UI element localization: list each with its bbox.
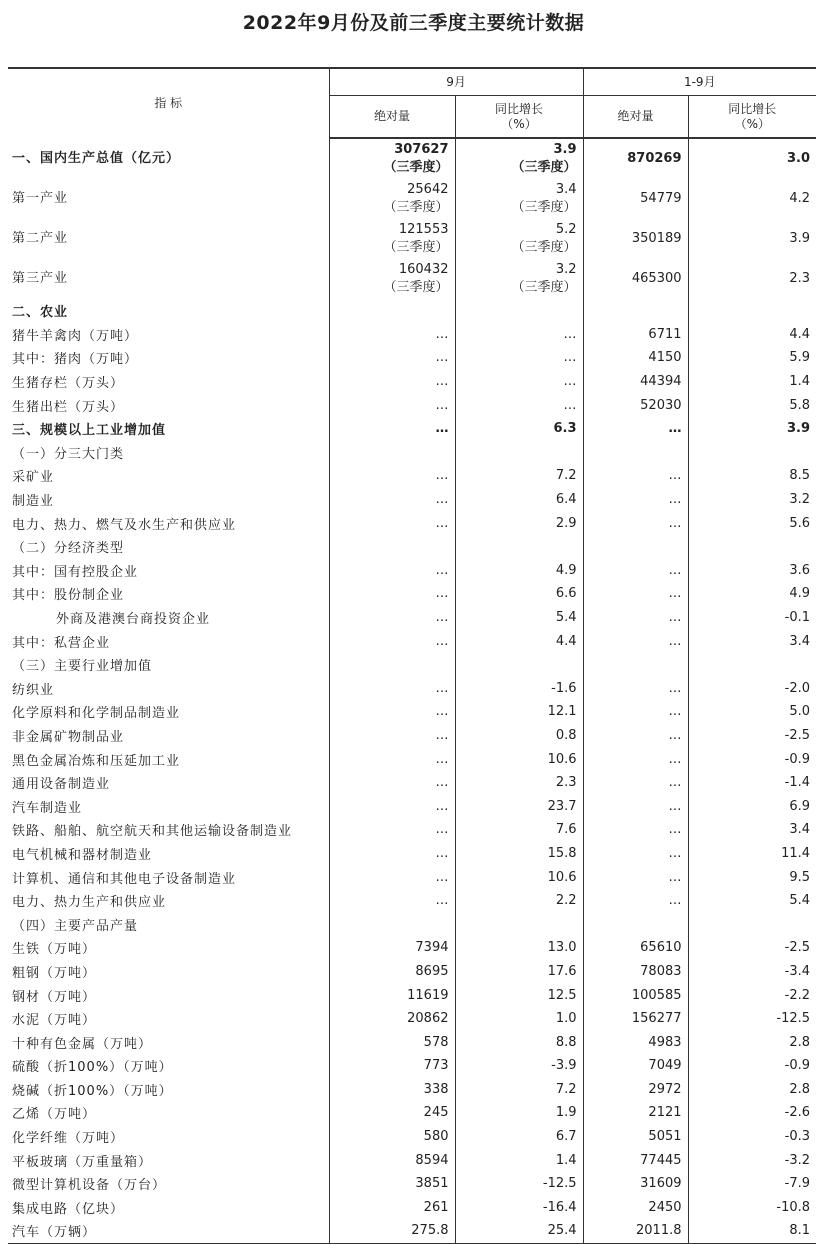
ytd-abs-cell: 52030 — [583, 393, 688, 417]
row-label: 通用设备制造业 — [12, 777, 111, 793]
sept-abs-cell: … — [329, 818, 455, 842]
ytd-growth-cell: 9.5 — [688, 865, 816, 889]
ytd-abs-cell — [583, 653, 688, 677]
table-row — [8, 1148, 816, 1172]
table-row — [8, 653, 816, 677]
sept-growth-cell: 10.6 — [455, 747, 583, 771]
ytd-abs-cell: 350189 — [583, 219, 688, 259]
ytd-growth-cell: 3.4 — [688, 818, 816, 842]
ytd-growth-cell: -7.9 — [688, 1172, 816, 1196]
sept-growth-cell: 3.9 （三季度） — [455, 138, 583, 179]
sept-abs-cell: … — [329, 511, 455, 535]
ytd-abs-cell: 2972 — [583, 1078, 688, 1102]
ytd-growth-cell: 4.9 — [688, 582, 816, 606]
ytd-abs-cell: … — [583, 724, 688, 748]
table-row — [8, 818, 816, 842]
table-row — [8, 1125, 816, 1149]
row-label: 生猪存栏（万头） — [12, 376, 125, 392]
ytd-growth-cell — [688, 912, 816, 936]
ytd-abs-cell: 6711 — [583, 323, 688, 347]
ytd-abs-cell: 2011.8 — [583, 1219, 688, 1243]
table-row — [8, 724, 816, 748]
table-row — [8, 889, 816, 913]
sept-abs-cell: … — [329, 865, 455, 889]
row-label: 二、农业 — [12, 305, 69, 321]
ytd-abs-cell: 465300 — [583, 259, 688, 299]
ytd-abs-cell: … — [583, 417, 688, 441]
sept-abs-cell: … — [329, 747, 455, 771]
table-row — [8, 794, 816, 818]
sept-abs-cell: 7394 — [329, 936, 455, 960]
row-label: （一）分三大门类 — [12, 446, 125, 462]
row-label: 钢材（万吨） — [12, 989, 97, 1005]
sept-abs-cell: … — [329, 700, 455, 724]
sept-abs-cell: 338 — [329, 1078, 455, 1102]
table-row — [8, 865, 816, 889]
sept-growth-cell: 2.3 — [455, 771, 583, 795]
row-label: 三、规模以上工业增加值 — [12, 423, 167, 439]
table-body — [8, 138, 816, 1243]
table-row — [8, 1172, 816, 1196]
sept-growth-cell — [455, 653, 583, 677]
row-label: 烧碱（折100%）（万吨） — [12, 1083, 173, 1099]
sept-abs-cell: … — [329, 464, 455, 488]
sept-abs-cell — [329, 912, 455, 936]
sept-growth-cell: 12.5 — [455, 983, 583, 1007]
sept-abs-cell: … — [329, 323, 455, 347]
table-row — [8, 138, 816, 179]
ytd-abs-cell: … — [583, 511, 688, 535]
sept-growth-cell: -1.6 — [455, 677, 583, 701]
sept-growth-cell: 6.6 — [455, 582, 583, 606]
sept-abs-cell — [329, 653, 455, 677]
table-row — [8, 299, 816, 323]
sept-abs-header: 绝对量 — [329, 96, 455, 139]
table-row — [8, 1101, 816, 1125]
sept-abs-cell: 121553 （三季度） — [329, 219, 455, 259]
ytd-abs-cell: … — [583, 842, 688, 866]
sept-abs-cell: … — [329, 417, 455, 441]
row-label: （四）主要产品产量 — [12, 918, 139, 934]
row-label: 制造业 — [12, 494, 55, 510]
row-label: 其中：股份制企业 — [12, 588, 125, 604]
table-row — [8, 511, 816, 535]
ytd-growth-cell: 3.0 — [688, 138, 816, 179]
table-row — [8, 559, 816, 583]
ytd-growth-cell: 2.3 — [688, 259, 816, 299]
table-row — [8, 1030, 816, 1054]
sept-growth-cell: 2.2 — [455, 889, 583, 913]
sept-growth-cell: -3.9 — [455, 1054, 583, 1078]
ytd-growth-cell: -12.5 — [688, 1007, 816, 1031]
sept-growth-cell: 7.2 — [455, 464, 583, 488]
ytd-growth-cell: -0.9 — [688, 747, 816, 771]
ytd-abs-cell: 31609 — [583, 1172, 688, 1196]
ytd-abs-cell: 5051 — [583, 1125, 688, 1149]
sept-growth-cell: 7.6 — [455, 818, 583, 842]
sept-growth-cell: 4.9 — [455, 559, 583, 583]
row-label: 其中：猪肉（万吨） — [12, 352, 139, 368]
ytd-growth-cell: 5.9 — [688, 346, 816, 370]
ytd-abs-cell: … — [583, 794, 688, 818]
sept-abs-cell: … — [329, 559, 455, 583]
sept-abs-cell: 25642 （三季度） — [329, 179, 455, 219]
sept-growth-cell: 15.8 — [455, 842, 583, 866]
row-label: 电力、热力生产和供应业 — [12, 895, 167, 911]
sept-header: 9月 — [329, 68, 583, 96]
row-label: 汽车制造业 — [12, 800, 83, 816]
table-row — [8, 700, 816, 724]
ytd-growth-cell: -2.2 — [688, 983, 816, 1007]
table-row — [8, 179, 816, 219]
table-row — [8, 464, 816, 488]
sept-growth-cell — [455, 912, 583, 936]
ytd-growth-cell: 8.1 — [688, 1219, 816, 1243]
row-label: 第一产业 — [12, 191, 69, 206]
row-label: 其中：私营企业 — [12, 635, 111, 651]
ytd-growth-cell: -10.8 — [688, 1196, 816, 1220]
sept-abs-cell: … — [329, 346, 455, 370]
row-label: 电力、热力、燃气及水生产和供应业 — [12, 517, 237, 533]
sept-abs-cell — [329, 299, 455, 323]
row-label: 黑色金属冶炼和压延加工业 — [12, 753, 181, 769]
ytd-growth-cell: 4.2 — [688, 179, 816, 219]
sept-growth-cell: 5.2 （三季度） — [455, 219, 583, 259]
sept-abs-cell: 20862 — [329, 1007, 455, 1031]
ytd-abs-cell: 4983 — [583, 1030, 688, 1054]
sept-growth-cell: 0.8 — [455, 724, 583, 748]
row-label: 第三产业 — [12, 271, 69, 286]
sept-abs-cell: 307627 （三季度） — [329, 138, 455, 179]
sept-growth-cell: 1.9 — [455, 1101, 583, 1125]
ytd-abs-cell — [583, 299, 688, 323]
ytd-growth-cell: 5.0 — [688, 700, 816, 724]
ytd-abs-cell: … — [583, 700, 688, 724]
ytd-growth-cell: -0.9 — [688, 1054, 816, 1078]
sept-growth-cell: 1.4 — [455, 1148, 583, 1172]
ytd-abs-cell: 4150 — [583, 346, 688, 370]
ytd-header: 1-9月 — [583, 68, 816, 96]
table-row — [8, 629, 816, 653]
sept-abs-cell: … — [329, 582, 455, 606]
sept-growth-cell: 6.3 — [455, 417, 583, 441]
ytd-growth-cell: 5.8 — [688, 393, 816, 417]
sept-abs-cell: … — [329, 393, 455, 417]
table-row — [8, 983, 816, 1007]
row-label: 化学纤维（万吨） — [12, 1131, 125, 1147]
ytd-abs-cell: … — [583, 606, 688, 630]
row-label: 生铁（万吨） — [12, 942, 97, 958]
row-label: 粗钢（万吨） — [12, 965, 97, 981]
ytd-abs-cell: 156277 — [583, 1007, 688, 1031]
row-label: 乙烯（万吨） — [12, 1107, 97, 1123]
row-label: 十种有色金属（万吨） — [12, 1036, 153, 1052]
ytd-growth-cell: 3.9 — [688, 417, 816, 441]
ytd-growth-cell: -2.5 — [688, 936, 816, 960]
ytd-abs-cell: 2121 — [583, 1101, 688, 1125]
sept-growth-cell: 6.4 — [455, 488, 583, 512]
row-label: 硫酸（折100%）（万吨） — [12, 1060, 173, 1076]
sept-abs-cell: 580 — [329, 1125, 455, 1149]
row-label: 外商及港澳台商投资企业 — [56, 612, 211, 628]
row-label: 平板玻璃（万重量箱） — [12, 1154, 153, 1170]
sept-abs-cell: … — [329, 677, 455, 701]
row-label: 化学原料和化学制品制造业 — [12, 706, 181, 722]
ytd-growth-cell: 2.8 — [688, 1030, 816, 1054]
sept-abs-cell: 8695 — [329, 960, 455, 984]
ytd-growth-cell: 3.9 — [688, 219, 816, 259]
row-label: （二）分经济类型 — [12, 541, 125, 557]
sept-abs-cell: … — [329, 889, 455, 913]
ytd-abs-cell: … — [583, 559, 688, 583]
sept-growth-cell: 6.7 — [455, 1125, 583, 1149]
table-row — [8, 912, 816, 936]
sept-growth-cell: 4.4 — [455, 629, 583, 653]
sept-growth-cell: -12.5 — [455, 1172, 583, 1196]
ytd-growth-cell: -3.4 — [688, 960, 816, 984]
ytd-growth-cell: 3.2 — [688, 488, 816, 512]
ytd-abs-cell: … — [583, 865, 688, 889]
table-row — [8, 1054, 816, 1078]
sept-growth-cell: 5.4 — [455, 606, 583, 630]
ytd-abs-cell: 44394 — [583, 370, 688, 394]
sept-abs-cell: … — [329, 629, 455, 653]
sept-growth-cell — [455, 535, 583, 559]
sept-growth-cell — [455, 299, 583, 323]
table-row — [8, 323, 816, 347]
sept-abs-cell: … — [329, 771, 455, 795]
ytd-abs-cell: … — [583, 677, 688, 701]
ytd-abs-cell: … — [583, 488, 688, 512]
ytd-abs-cell: 7049 — [583, 1054, 688, 1078]
table-row — [8, 582, 816, 606]
sept-growth-cell — [455, 441, 583, 465]
row-label: 电气机械和器材制造业 — [12, 847, 153, 863]
table-row — [8, 219, 816, 259]
row-label: 一、国内生产总值（亿元） — [12, 150, 181, 166]
sept-growth-cell: 3.4 （三季度） — [455, 179, 583, 219]
ytd-abs-cell — [583, 441, 688, 465]
ytd-growth-cell: 2.8 — [688, 1078, 816, 1102]
table-row — [8, 1007, 816, 1031]
ytd-growth-cell: -1.4 — [688, 771, 816, 795]
sept-abs-cell: 11619 — [329, 983, 455, 1007]
row-label: 其中：国有控股企业 — [12, 564, 139, 580]
ytd-growth-cell: -0.1 — [688, 606, 816, 630]
row-label: 汽车（万辆） — [8, 1219, 329, 1243]
ytd-abs-cell — [583, 535, 688, 559]
table-row — [8, 747, 816, 771]
table-row — [8, 535, 816, 559]
row-label: 微型计算机设备（万台） — [12, 1178, 167, 1194]
row-label: 水泥（万吨） — [12, 1013, 97, 1029]
table-row — [8, 259, 816, 299]
sept-abs-cell: 261 — [329, 1196, 455, 1220]
sept-growth-cell: 23.7 — [455, 794, 583, 818]
ytd-abs-cell: … — [583, 629, 688, 653]
ytd-growth-cell — [688, 441, 816, 465]
row-label: 第二产业 — [12, 231, 69, 246]
ytd-growth-cell: 3.6 — [688, 559, 816, 583]
ytd-abs-cell: 77445 — [583, 1148, 688, 1172]
sept-abs-cell: … — [329, 370, 455, 394]
row-label: 猪牛羊禽肉（万吨） — [12, 328, 139, 344]
ytd-abs-cell: 2450 — [583, 1196, 688, 1220]
sept-abs-cell: 3851 — [329, 1172, 455, 1196]
sept-growth-cell: … — [455, 370, 583, 394]
table-header — [8, 68, 816, 138]
ytd-growth-cell: 8.5 — [688, 464, 816, 488]
ytd-abs-cell: 78083 — [583, 960, 688, 984]
ytd-growth-cell — [688, 299, 816, 323]
sept-abs-cell: … — [329, 724, 455, 748]
ytd-abs-header: 绝对量 — [583, 96, 688, 139]
ytd-abs-cell: … — [583, 582, 688, 606]
ytd-abs-cell: 54779 — [583, 179, 688, 219]
sept-abs-cell: 245 — [329, 1101, 455, 1125]
table-row — [8, 370, 816, 394]
sept-abs-cell — [329, 441, 455, 465]
sept-growth-cell: … — [455, 323, 583, 347]
sept-growth-cell: 3.2 （三季度） — [455, 259, 583, 299]
sept-growth-cell: … — [455, 346, 583, 370]
row-label: 集成电路（亿块） — [12, 1201, 125, 1217]
indicator-header: 指 标 — [8, 68, 329, 138]
statistics-table — [8, 67, 816, 1244]
table-row — [8, 417, 816, 441]
sept-abs-cell: … — [329, 842, 455, 866]
sept-abs-cell: … — [329, 794, 455, 818]
ytd-growth-cell: 4.4 — [688, 323, 816, 347]
ytd-growth-cell: -3.2 — [688, 1148, 816, 1172]
row-label: 生猪出栏（万头） — [12, 399, 125, 415]
sept-abs-cell — [329, 535, 455, 559]
sept-growth-cell: 7.2 — [455, 1078, 583, 1102]
sept-abs-cell: 160432 （三季度） — [329, 259, 455, 299]
row-label: 非金属矿物制品业 — [12, 729, 125, 745]
row-label: 计算机、通信和其他电子设备制造业 — [12, 871, 237, 887]
table-row — [8, 1078, 816, 1102]
ytd-growth-cell: 11.4 — [688, 842, 816, 866]
sept-abs-cell: 8594 — [329, 1148, 455, 1172]
sept-abs-cell: 773 — [329, 1054, 455, 1078]
sept-growth-cell: 13.0 — [455, 936, 583, 960]
table-row — [8, 960, 816, 984]
ytd-growth-cell: 6.9 — [688, 794, 816, 818]
ytd-growth-cell: -0.3 — [688, 1125, 816, 1149]
ytd-growth-cell — [688, 535, 816, 559]
sept-abs-cell: 578 — [329, 1030, 455, 1054]
ytd-abs-cell: 65610 — [583, 936, 688, 960]
sept-growth-cell: -16.4 — [455, 1196, 583, 1220]
ytd-growth-header: 同比增长 （%） — [688, 96, 816, 139]
table-row — [8, 346, 816, 370]
ytd-growth-cell: 5.6 — [688, 511, 816, 535]
row-label: （三）主要行业增加值 — [12, 659, 153, 675]
sept-growth-cell: 1.0 — [455, 1007, 583, 1031]
row-label: 采矿业 — [12, 470, 55, 486]
table-row — [8, 441, 816, 465]
sept-growth-cell: 12.1 — [455, 700, 583, 724]
sept-growth-cell: 17.6 — [455, 960, 583, 984]
ytd-growth-cell — [688, 653, 816, 677]
row-label: 纺织业 — [12, 682, 55, 698]
ytd-abs-cell — [583, 912, 688, 936]
ytd-abs-cell: 870269 — [583, 138, 688, 179]
ytd-abs-cell: 100585 — [583, 983, 688, 1007]
table-row — [8, 936, 816, 960]
row-label: 铁路、船舶、航空航天和其他运输设备制造业 — [12, 824, 293, 840]
ytd-abs-cell: … — [583, 771, 688, 795]
ytd-growth-cell: -2.0 — [688, 677, 816, 701]
table-row — [8, 1196, 816, 1220]
sept-growth-cell: 25.4 — [455, 1219, 583, 1243]
ytd-growth-cell: 3.4 — [688, 629, 816, 653]
table-row — [8, 606, 816, 630]
table-row — [8, 488, 816, 512]
ytd-growth-cell: -2.6 — [688, 1101, 816, 1125]
ytd-abs-cell: … — [583, 889, 688, 913]
table-row — [8, 771, 816, 795]
sept-abs-cell: … — [329, 606, 455, 630]
table-row — [8, 393, 816, 417]
ytd-abs-cell: … — [583, 818, 688, 842]
sept-growth-cell: 8.8 — [455, 1030, 583, 1054]
sept-abs-cell: … — [329, 488, 455, 512]
sept-growth-cell: 10.6 — [455, 865, 583, 889]
ytd-growth-cell: 5.4 — [688, 889, 816, 913]
ytd-growth-cell: 1.4 — [688, 370, 816, 394]
sept-growth-cell: … — [455, 393, 583, 417]
page-title: 2022年9月份及前三季度主要统计数据 — [242, 12, 585, 34]
ytd-abs-cell: … — [583, 464, 688, 488]
sept-abs-cell: 275.8 — [329, 1219, 455, 1243]
ytd-growth-cell: -2.5 — [688, 724, 816, 748]
ytd-abs-cell: … — [583, 747, 688, 771]
sept-growth-header: 同比增长 （%） — [455, 96, 583, 139]
sept-growth-cell: 2.9 — [455, 511, 583, 535]
table-row — [8, 842, 816, 866]
table-row — [8, 677, 816, 701]
